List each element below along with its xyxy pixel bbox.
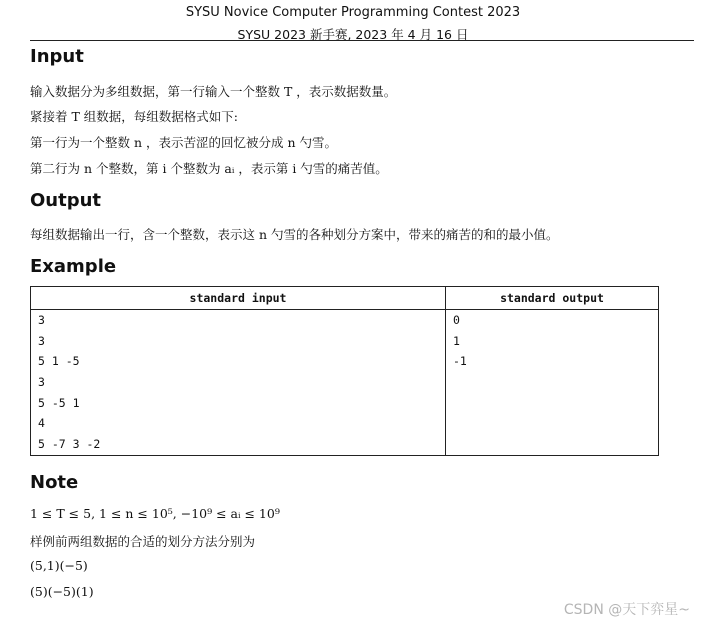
output-line: -1 <box>453 354 467 369</box>
page-header <box>0 0 706 44</box>
header-rule <box>30 40 694 41</box>
example-table <box>30 286 659 456</box>
input-line: 5 1 -5 <box>38 354 80 369</box>
note-heading: Note <box>30 472 79 493</box>
input-line: 3 <box>38 313 45 327</box>
input-line: 3 <box>38 375 45 390</box>
column-header-input: standard input <box>31 287 446 310</box>
split-example-2: (5)(−5)(1) <box>30 584 94 599</box>
output-heading: Output <box>30 190 102 211</box>
input-paragraph-1: 输入数据分为多组数据，第一行输入一个整数 T ，表示数据数量。 <box>30 84 397 99</box>
example-heading: Example <box>30 256 117 277</box>
input-paragraph-3: 第一行为一个整数 n ，表示苦涩的回忆被分成 n 勺雪。 <box>30 135 337 150</box>
constraint-formula: 1 ≤ T ≤ 5, 1 ≤ n ≤ 10⁵, −10⁹ ≤ aᵢ ≤ 10⁹ <box>30 506 280 521</box>
column-header-output: standard output <box>446 287 659 310</box>
watermark: CSDN @天下弈星~ <box>563 602 690 618</box>
contest-subtitle: SYSU 2023 新手赛, 2023 年 4 月 16 日 <box>237 27 469 42</box>
input-line: 5 -7 3 -2 <box>38 437 101 452</box>
output-line: 1 <box>453 333 460 348</box>
example-output-cell <box>446 310 659 456</box>
output-paragraph: 每组数据输出一行，含一个整数，表示这 n 勺雪的各种划分方案中，带来的痛苦的和的最小值。 <box>30 227 559 242</box>
input-heading: Input <box>30 46 84 67</box>
note-paragraph: 样例前两组数据的合适的划分方法分别为 <box>30 534 256 549</box>
input-line: 4 <box>38 416 45 431</box>
input-paragraph-2: 紧接着 T 组数据，每组数据格式如下: <box>30 109 238 124</box>
example-input-cell <box>31 310 446 456</box>
output-line: 0 <box>453 313 460 327</box>
input-line: 3 <box>38 333 45 348</box>
input-paragraph-4: 第二行为 n 个整数，第 i 个整数为 aᵢ ，表示第 i 勺雪的痛苦值。 <box>30 161 388 176</box>
contest-title: SYSU Novice Computer Programming Contest 2023 <box>185 5 521 20</box>
input-line: 5 -5 1 <box>38 395 80 410</box>
split-example-1: (5,1)(−5) <box>30 558 88 573</box>
